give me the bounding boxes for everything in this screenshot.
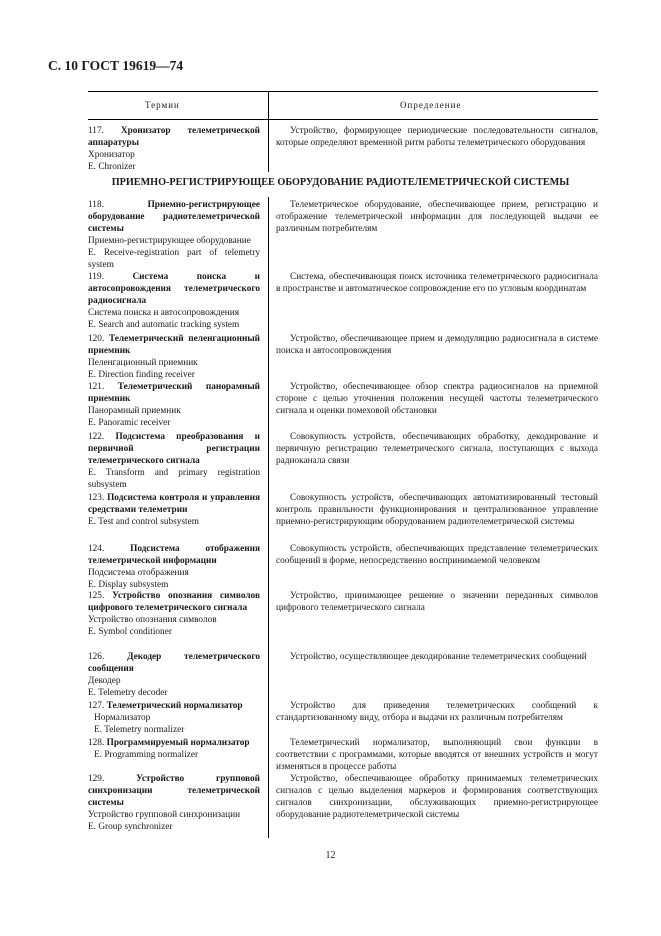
entry-number: 124. xyxy=(88,544,105,554)
term-name: Хронизатор телеметрической аппаратуры xyxy=(88,126,261,149)
term-english: E. Chronizer xyxy=(88,162,136,173)
definition-119: Система, обеспечивающая поиск источника телеметрического радиосигнала в пространстве и автоматическое сопровождение его по угловым координатам xyxy=(276,272,598,295)
term-synonym: Декодер xyxy=(88,676,121,687)
entry-number: 123. xyxy=(88,493,105,503)
term-name: Программируемый нормализатор xyxy=(106,738,250,748)
entry-number: 128. xyxy=(88,738,105,748)
term-entry-128 xyxy=(88,737,260,761)
term-synonym: Нормализатор xyxy=(94,713,151,724)
definition-129: Устройство, обеспечивающее обработку принимаемых телеметрических сигналов с целью выделения маркеров и формирования соответствующих сигналов синхронизации, обслуживающих приемно-регистрирующее оборудование радиотелеметрической системы xyxy=(276,774,598,821)
term-entry-122 xyxy=(88,431,260,491)
definition-123: Совокупность устройств, обеспечивающих автоматизированный тестовый контроль правильности функционирования и централизованное управление приемно-регистрирующим оборудованием радиотелеметрической системы xyxy=(276,493,598,528)
term-entry-127 xyxy=(88,700,260,736)
term-english: E. Telemetry normalizer xyxy=(94,725,185,736)
entry-number: 120. xyxy=(88,334,105,344)
term-name: Устройство групповой синхронизации телеметрической системы xyxy=(88,774,261,809)
page-header: С. 10 ГОСТ 19619—74 xyxy=(48,58,184,73)
term-synonym: Подсистема отображения xyxy=(88,568,189,579)
entry-number: 117. xyxy=(88,126,104,136)
column-header-definition: Определение xyxy=(400,100,462,110)
term-english: E. Direction finding receiver xyxy=(88,370,195,381)
term-name: Декодер телеметрического сообщения xyxy=(88,652,260,675)
column-divider-top xyxy=(268,91,269,172)
definition-128: Телеметрический нормализатор, выполняющий свои функции в соответствии с программами, которые вводятся от внешних устройств и могут изменяться в процессе работы xyxy=(276,738,598,773)
term-synonym: Система поиска и автосопровождения xyxy=(88,308,240,319)
term-name: Приемно-регистрирующее оборудование радиотелеметрической системы xyxy=(88,200,260,235)
term-synonym: Приемно-регистрирующее оборудование xyxy=(88,236,251,247)
term-entry-129 xyxy=(88,773,260,833)
term-entry-123 xyxy=(88,492,260,528)
definition-124: Совокупность устройств, обеспечивающих представление телеметрических сообщений в форме, непосредственно воспринимаемой человеком xyxy=(276,544,598,567)
term-entry-121 xyxy=(88,381,260,429)
definition-121: Устройство, обеспечивающее обзор спектра радиосигналов на приемной стороне с целью уточнения положения несущей частоты телеметрического сигнала и оценки помеховой обстановки xyxy=(276,382,598,417)
term-entry-120 xyxy=(88,333,260,381)
definition-120: Устройство, обеспечивающее прием и демодуляцию радиосигнала в системе поиска и автосопровождения xyxy=(276,334,598,357)
definition-125: Устройство, принимающее решение о значении переданных символов цифрового телеметрического сигнала xyxy=(276,591,598,614)
entry-number: 126. xyxy=(88,652,105,662)
definition-126: Устройство, осуществляющее декодирование телеметрических сообщений xyxy=(290,652,587,662)
definition-122: Совокупность устройств, обеспечивающих обработку, декодирование и первичную регистрацию телеметрического сигнала, поступающих с выхода радиоканала связи xyxy=(276,432,598,467)
definition-117: Устройство, формирующее периодические последовательности сигналов, которые определяют временной ритм работы телеметрического оборудования xyxy=(276,126,598,149)
term-name: Телеметрический нормализатор xyxy=(106,701,243,711)
entry-number: 121. xyxy=(88,382,105,392)
table-top-rule xyxy=(88,91,598,92)
term-name: Подсистема преобразования и первичной регистрации телеметрического сигнала xyxy=(88,432,260,467)
section-title: ПРИЕМНО-РЕГИСТРИРУЮЩЕЕ ОБОРУДОВАНИЕ РАДИОТЕЛЕМЕТРИЧЕСКОЙ СИСТЕМЫ xyxy=(111,177,570,188)
term-english: E. Receive-registration part of telemetry system xyxy=(88,248,260,271)
column-divider-main xyxy=(268,197,269,838)
term-name: Телеметрический пеленгационный приемник xyxy=(88,334,260,357)
entry-number: 125. xyxy=(88,591,105,601)
term-synonym: Хронизатор xyxy=(88,150,135,161)
entry-number: 122. xyxy=(88,432,105,442)
term-english: E. Transform and primary registration subsystem xyxy=(88,468,260,491)
term-english: E. Telemetry decoder xyxy=(88,688,168,699)
term-name: Подсистема контроля и управления средствами телеметрии xyxy=(88,493,260,516)
term-entry-117 xyxy=(88,125,260,173)
entry-number: 127. xyxy=(88,701,105,711)
term-synonym: Панорамный приемник xyxy=(88,406,181,417)
definition-118: Телеметрическое оборудование, обеспечивающее прием, регистрацию и отображение телеметрической информации для последующей выдачи ее различным потребителям xyxy=(276,200,598,235)
entry-number: 119. xyxy=(88,272,104,282)
entry-number: 129. xyxy=(88,774,105,784)
term-entry-118 xyxy=(88,199,260,272)
term-name: Подсистема отображения телеметрической информации xyxy=(88,544,261,567)
term-english: E. Test and control subsystem xyxy=(88,517,199,528)
term-name: Устройство опознания символов цифрового телеметрического сигнала xyxy=(88,591,260,614)
term-english: E. Group synchronizer xyxy=(88,822,173,833)
term-english: E. Symbol conditioner xyxy=(88,627,172,638)
column-header-terms: Термин xyxy=(145,100,180,110)
term-synonym: Пеленгационный приемник xyxy=(88,358,198,369)
table-header-rule xyxy=(88,119,598,120)
term-entry-125 xyxy=(88,590,260,638)
term-english: E. Panoramic receiver xyxy=(88,418,171,429)
term-entry-119 xyxy=(88,271,260,331)
term-synonym: Устройство групповой синхронизации xyxy=(88,810,241,821)
entry-number: 118. xyxy=(88,200,104,210)
term-name: Система поиска и автосопровождения телеметрического радиосигнала xyxy=(88,272,260,307)
term-entry-124 xyxy=(88,543,260,591)
term-name: Телеметрический панорамный приемник xyxy=(88,382,261,405)
term-synonym: Устройство опознания символов xyxy=(88,615,217,626)
term-english: E. Search and automatic tracking system xyxy=(88,320,240,331)
term-english: E. Display subsystem xyxy=(88,580,169,591)
page-number: 12 xyxy=(325,850,336,861)
term-english: E. Programming normalizer xyxy=(94,750,199,761)
term-entry-126 xyxy=(88,651,260,699)
definition-127: Устройство для приведения телеметрических сообщений к стандартизованному виду, отбора и выдачи их различным потребителям xyxy=(276,701,598,724)
